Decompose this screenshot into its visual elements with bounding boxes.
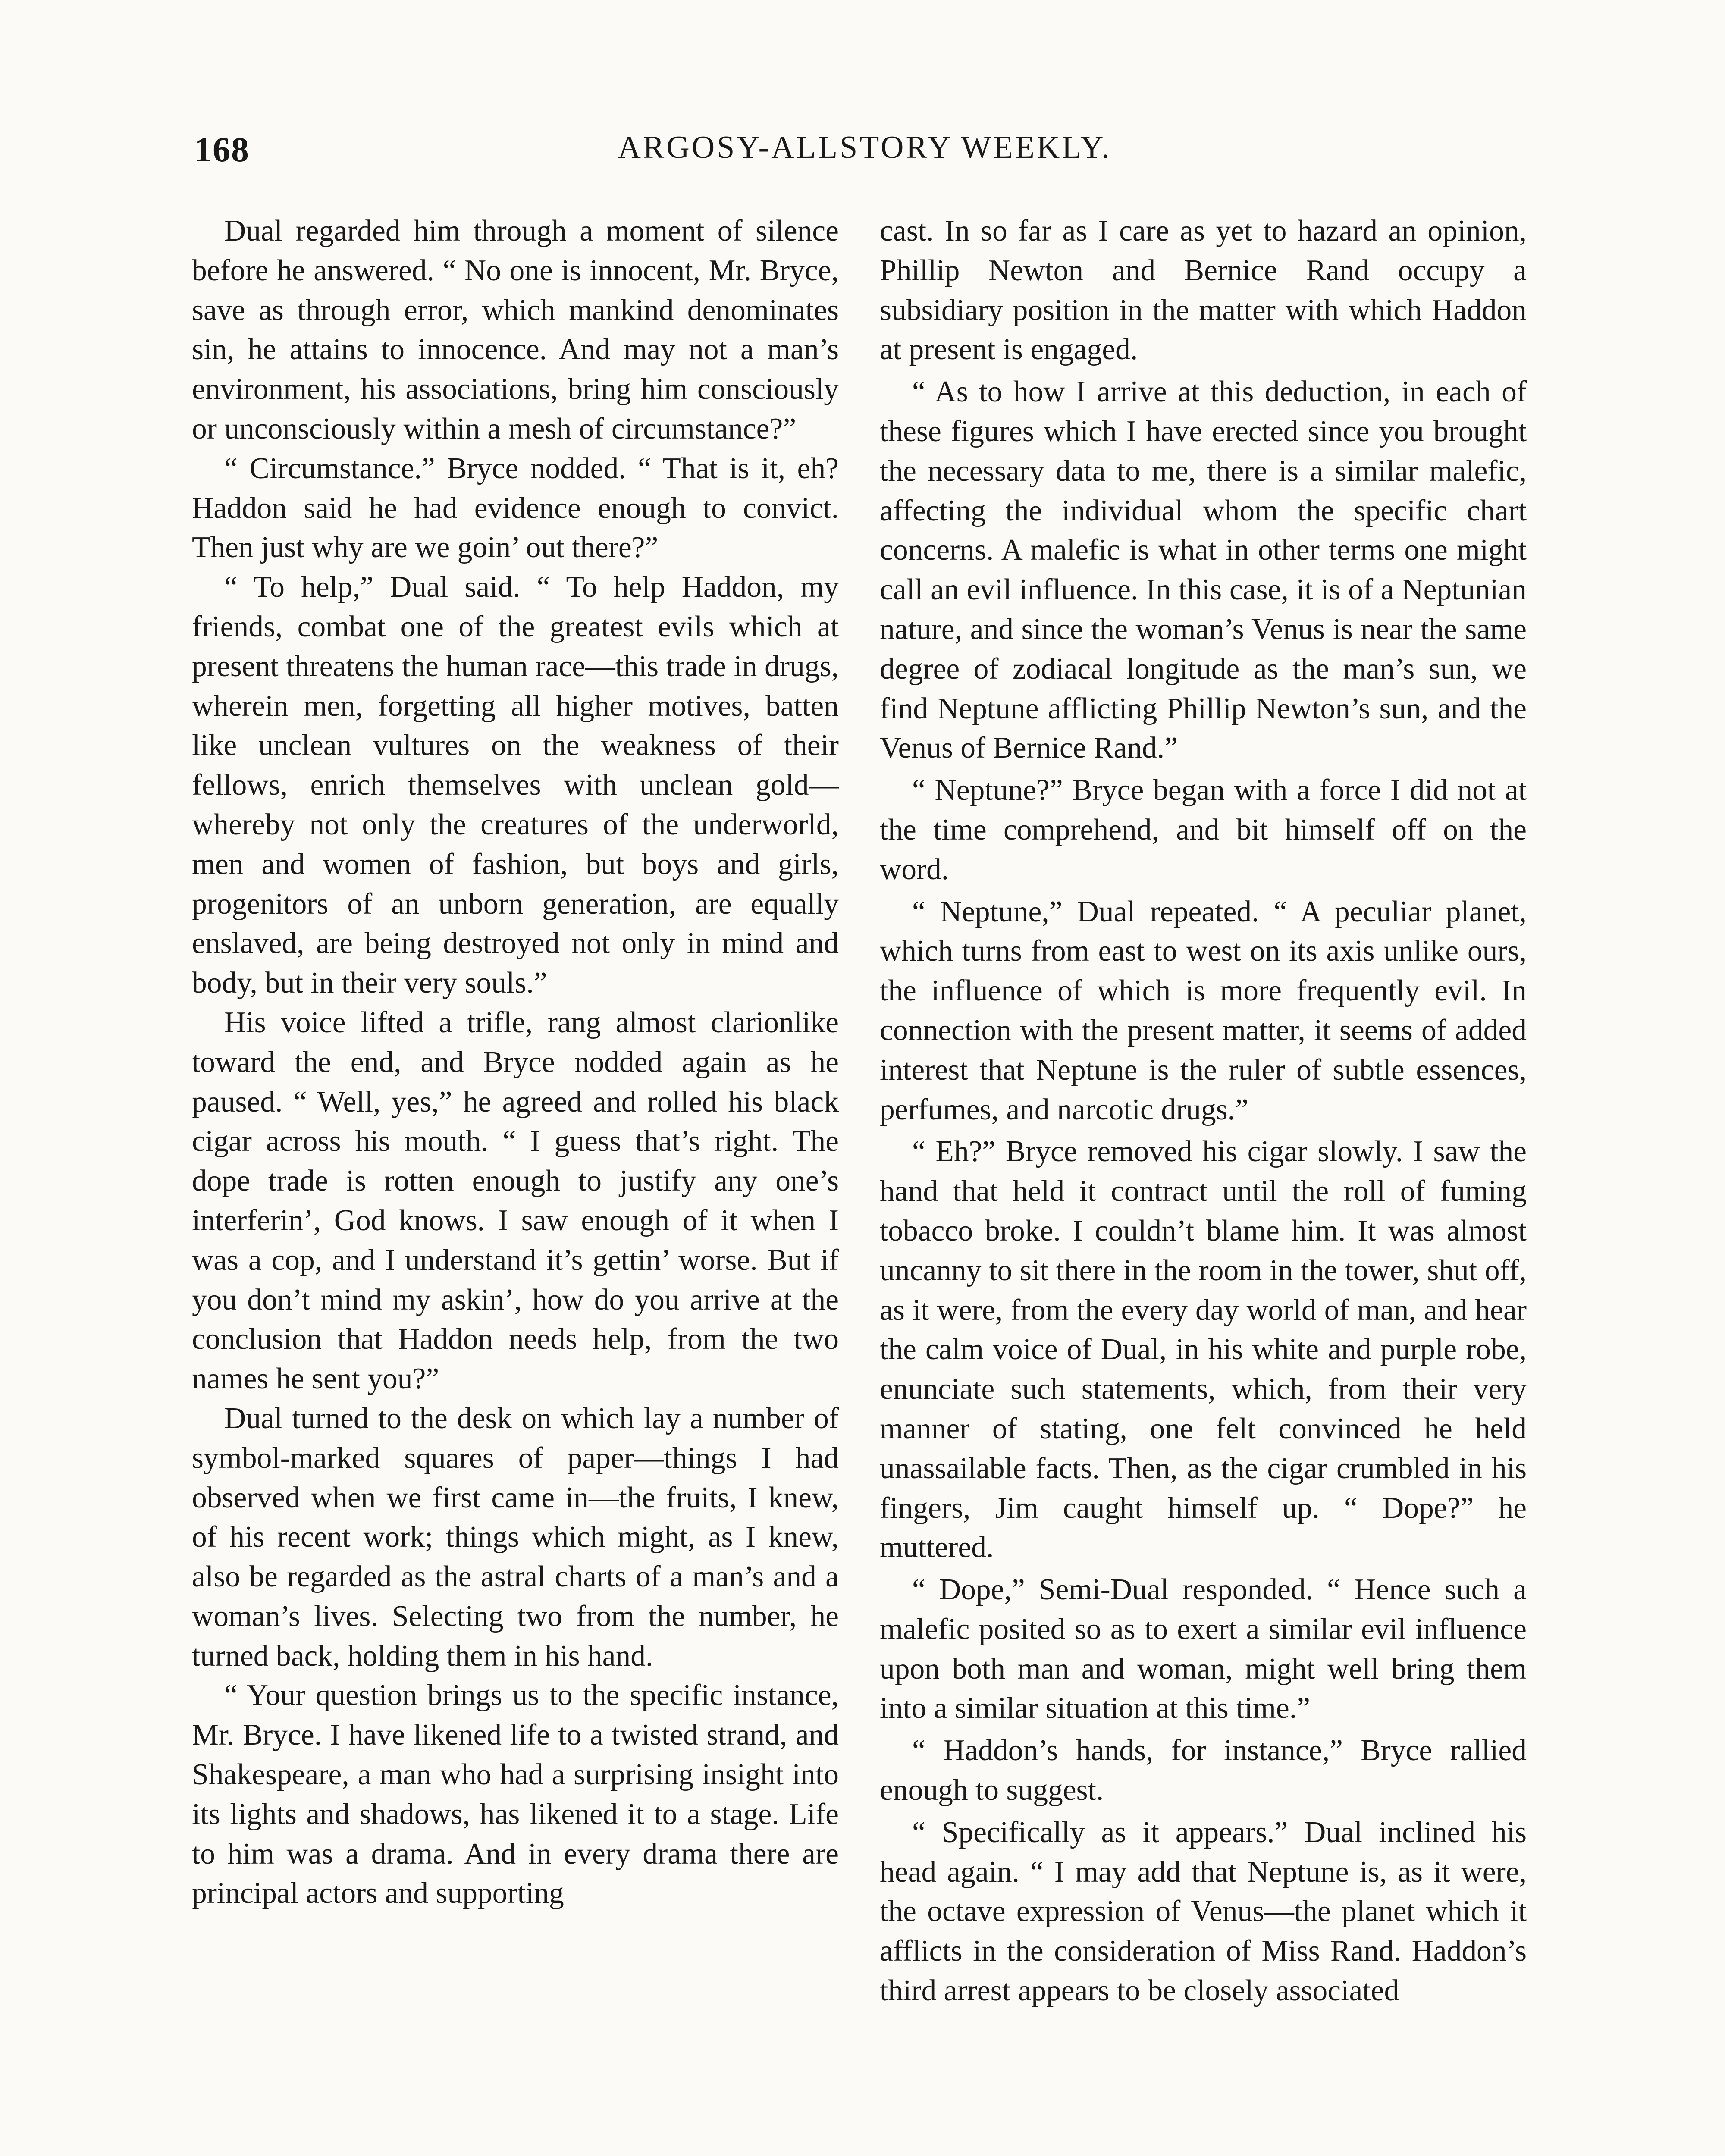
paragraph: “ Your question brings us to the specific instance, Mr. Bryce. I have likened life to a twisted strand, and Shakespeare, a man who had a surprising insight into its lights and shadows, has likened it to a stage. Life to him was a drama. And in every drama there are principal actors and supporting [192, 1679, 839, 1910]
page-header [194, 129, 1535, 185]
left-column [192, 211, 839, 2156]
paragraph: “ Dope,” Semi-Dual responded. “ Hence such a malefic posited so as to exert a similar evil influence upon both man and woman, might well bring them into a similar situation at this time.” [880, 1573, 1527, 1725]
paragraph: “ Haddon’s hands, for instance,” Bryce rallied enough to suggest. [880, 1734, 1527, 1807]
running-title: ARGOSY-ALLSTORY WEEKLY. [618, 130, 1112, 165]
paragraph: His voice lifted a trifle, rang almost clarionlike toward the end, and Bryce nodded again as he paused. “ Well, yes,” he agreed and rolled his black cigar across his mouth. “ I guess that’s right. The dope trade is rotten enough to justify any one’s interferin’, God knows. I saw enough of it when I was a cop, and I understand it’s gettin’ worse. But if you don’t mind my askin’, how do you arrive at the conclusion that Haddon needs help, from the two names he sent you?” [192, 1006, 839, 1396]
paragraph: “ Neptune,” Dual repeated. “ A peculiar planet, which turns from east to west on its axis unlike ours, the influence of which is more frequently evil. In connection with the present matter, it seems of added interest that Neptune is the ruler of subtle essences, perfumes, and narcotic drugs.” [880, 895, 1527, 1126]
paragraph: Dual turned to the desk on which lay a number of symbol-marked squares of paper—things I had observed when we first came in—the fruits, I knew, of his recent work; things which might, as I knew, also be regarded as the astral charts of a man’s and a woman’s lives. Selecting two from the number, he turned back, holding them in his hand. [192, 1401, 839, 1673]
right-column [880, 211, 1527, 2156]
paragraph: “ Specifically as it appears.” Dual inclined his head again. “ I may add that Neptune is, as it were, the octave expression of Venus—the planet which it afflicts in the consideration of Miss Rand. Haddon’s third arrest appears to be closely associated [880, 1815, 1527, 2008]
paragraph: “ Eh?” Bryce removed his cigar slowly. I saw the hand that held it contract until the roll of fuming tobacco broke. I couldn’t blame him. It was almost uncanny to sit there in the room in the tower, shut off, as it were, from the every day world of man, and hear the calm voice of Dual, in his white and purple robe, enunciate such statements, which, from their very manner of stating, one felt convinced he held unassailable facts. Then, as the cigar crumbled in his fingers, Jim caught himself up. “ Dope?” he muttered. [880, 1135, 1527, 1564]
paragraph: cast. In so far as I care as yet to hazard an opinion, Phillip Newton and Bernice Rand occupy a subsidiary position in the matter with which Haddon at present is engaged. [880, 214, 1527, 367]
paragraph: “ To help,” Dual said. “ To help Haddon, my friends, combat one of the greatest evils which at present threatens the human race—this trade in drugs, wherein men, forgetting all higher motives, batten like unclean vultures on the weakness of their fellows, enrich themselves with unclean gold—whereby not only the creatures of the underworld, men and women of fashion, but boys and girls, progenitors of an unborn generation, are equally enslaved, are being destroyed not only in mind and body, but in their very souls.” [192, 570, 839, 1000]
paragraph: “ As to how I arrive at this deduction, in each of these figures which I have erected since you brought the necessary data to me, there is a similar malefic, affecting the individual whom the specific chart concerns. A malefic is what in other terms one might call an evil influence. In this case, it is of a Neptunian nature, and since the woman’s Venus is near the same degree of zodiacal longitude as the man’s sun, we find Neptune afflicting Phillip Newton’s sun, and the Venus of Bernice Rand.” [880, 375, 1527, 765]
paragraph: “ Circumstance.” Bryce nodded. “ That is it, eh? Haddon said he had evidence enough to convict. Then just why are we goin’ out there?” [192, 451, 839, 564]
paragraph: “ Neptune?” Bryce began with a force I did not at the time comprehend, and bit himself off on the word. [880, 774, 1527, 886]
page-number: 168 [194, 130, 250, 169]
paragraph: Dual regarded him through a moment of silence before he answered. “ No one is innocent, Mr. Bryce, save as through error, which mankind denominates sin, he attains to innocence. And may not a man’s environment, his associations, bring him consciously or unconsciously within a mesh of circumstance?” [192, 214, 839, 445]
